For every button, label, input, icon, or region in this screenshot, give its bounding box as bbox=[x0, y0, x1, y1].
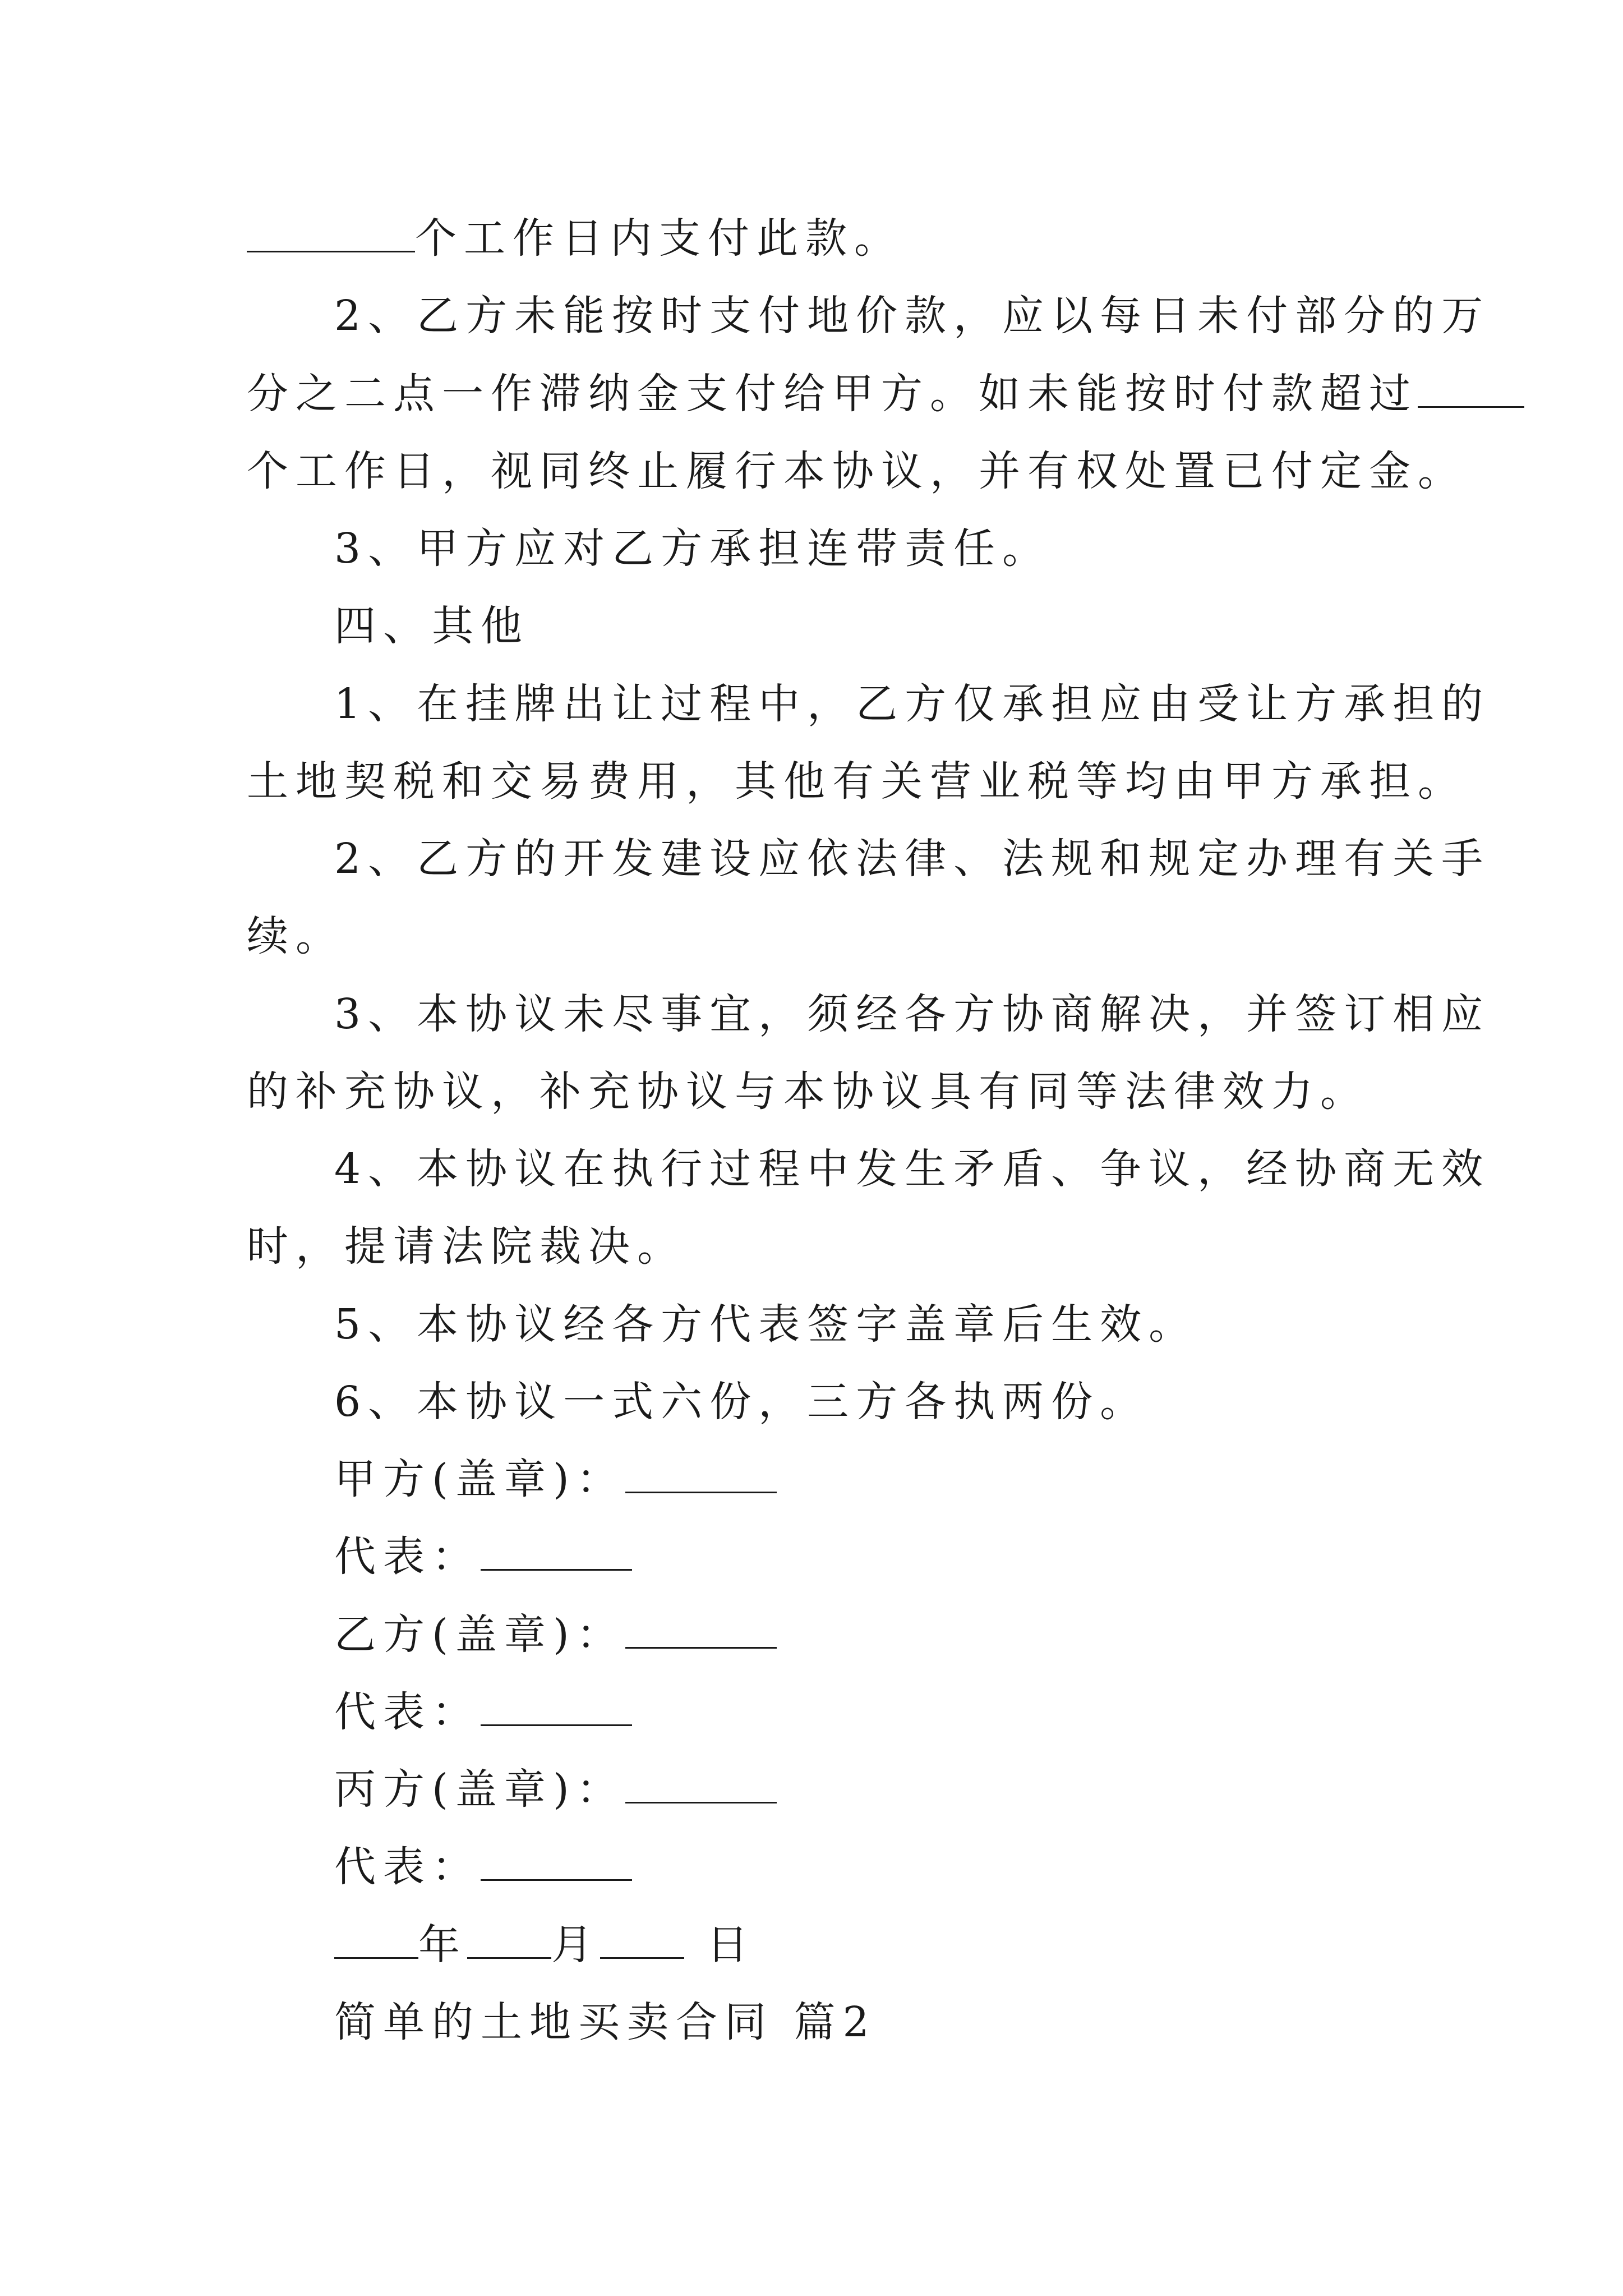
signature-blank bbox=[481, 1685, 632, 1726]
date-line: 年 月 日 bbox=[334, 1917, 755, 1973]
signature-blank bbox=[481, 1840, 632, 1881]
date-blank bbox=[600, 1918, 684, 1959]
text-line: 4、本协议在执行过程中发生矛盾、争议，经协商无效 bbox=[334, 1145, 1491, 1193]
signature-party-c: 丙方(盖章)： bbox=[334, 1761, 777, 1818]
text-line: 个工作日内支付此款。 bbox=[247, 210, 903, 266]
text-line: 个工作日，视同终止履行本协议，并有权处置已付定金。 bbox=[247, 447, 1467, 495]
signature-blank bbox=[481, 1530, 632, 1571]
text-line: 1、在挂牌出让过程中，乙方仅承担应由受让方承担的 bbox=[334, 680, 1491, 728]
signature-representative: 代表： bbox=[334, 1839, 632, 1895]
text-line: 2、乙方未能按时支付地价款，应以每日未付部分的万 bbox=[334, 292, 1491, 340]
signature-representative: 代表： bbox=[334, 1684, 632, 1740]
section-heading: 四、其他 bbox=[334, 602, 529, 650]
signature-blank bbox=[625, 1763, 777, 1803]
text-line: 分之二点一作滞纳金支付给甲方。如未能按时付款超过 bbox=[247, 366, 1524, 422]
text-line: 5、本协议经各方代表签字盖章后生效。 bbox=[334, 1300, 1198, 1349]
signature-blank bbox=[625, 1608, 777, 1649]
signature-party-a: 甲方(盖章)： bbox=[334, 1451, 777, 1507]
fill-blank bbox=[1418, 367, 1524, 408]
text-line: 3、本协议未尽事宜，须经各方协商解决，并签订相应 bbox=[334, 990, 1491, 1038]
text-line: 土地契税和交易费用，其他有关营业税等均由甲方承担。 bbox=[247, 757, 1467, 806]
text-line: 时，提请法院裁决。 bbox=[247, 1222, 686, 1271]
signature-blank bbox=[625, 1452, 777, 1493]
fill-blank bbox=[247, 211, 415, 252]
date-blank bbox=[334, 1918, 418, 1959]
text-line: 6、本协议一式六份，三方各执两份。 bbox=[334, 1378, 1149, 1426]
text-line: 的补充协议，补充协议与本协议具有同等法律效力。 bbox=[247, 1068, 1369, 1116]
signature-representative: 代表： bbox=[334, 1529, 632, 1585]
text-line: 3、甲方应对乙方承担连带责任。 bbox=[334, 524, 1052, 573]
text-line: 2、乙方的开发建设应依法律、法规和规定办理有关手 bbox=[334, 835, 1491, 883]
signature-party-b: 乙方(盖章)： bbox=[334, 1607, 777, 1663]
date-blank bbox=[467, 1918, 551, 1959]
text-line: 续。 bbox=[247, 912, 344, 960]
next-section-title: 简单的土地买卖合同 篇2 bbox=[334, 1998, 877, 2046]
